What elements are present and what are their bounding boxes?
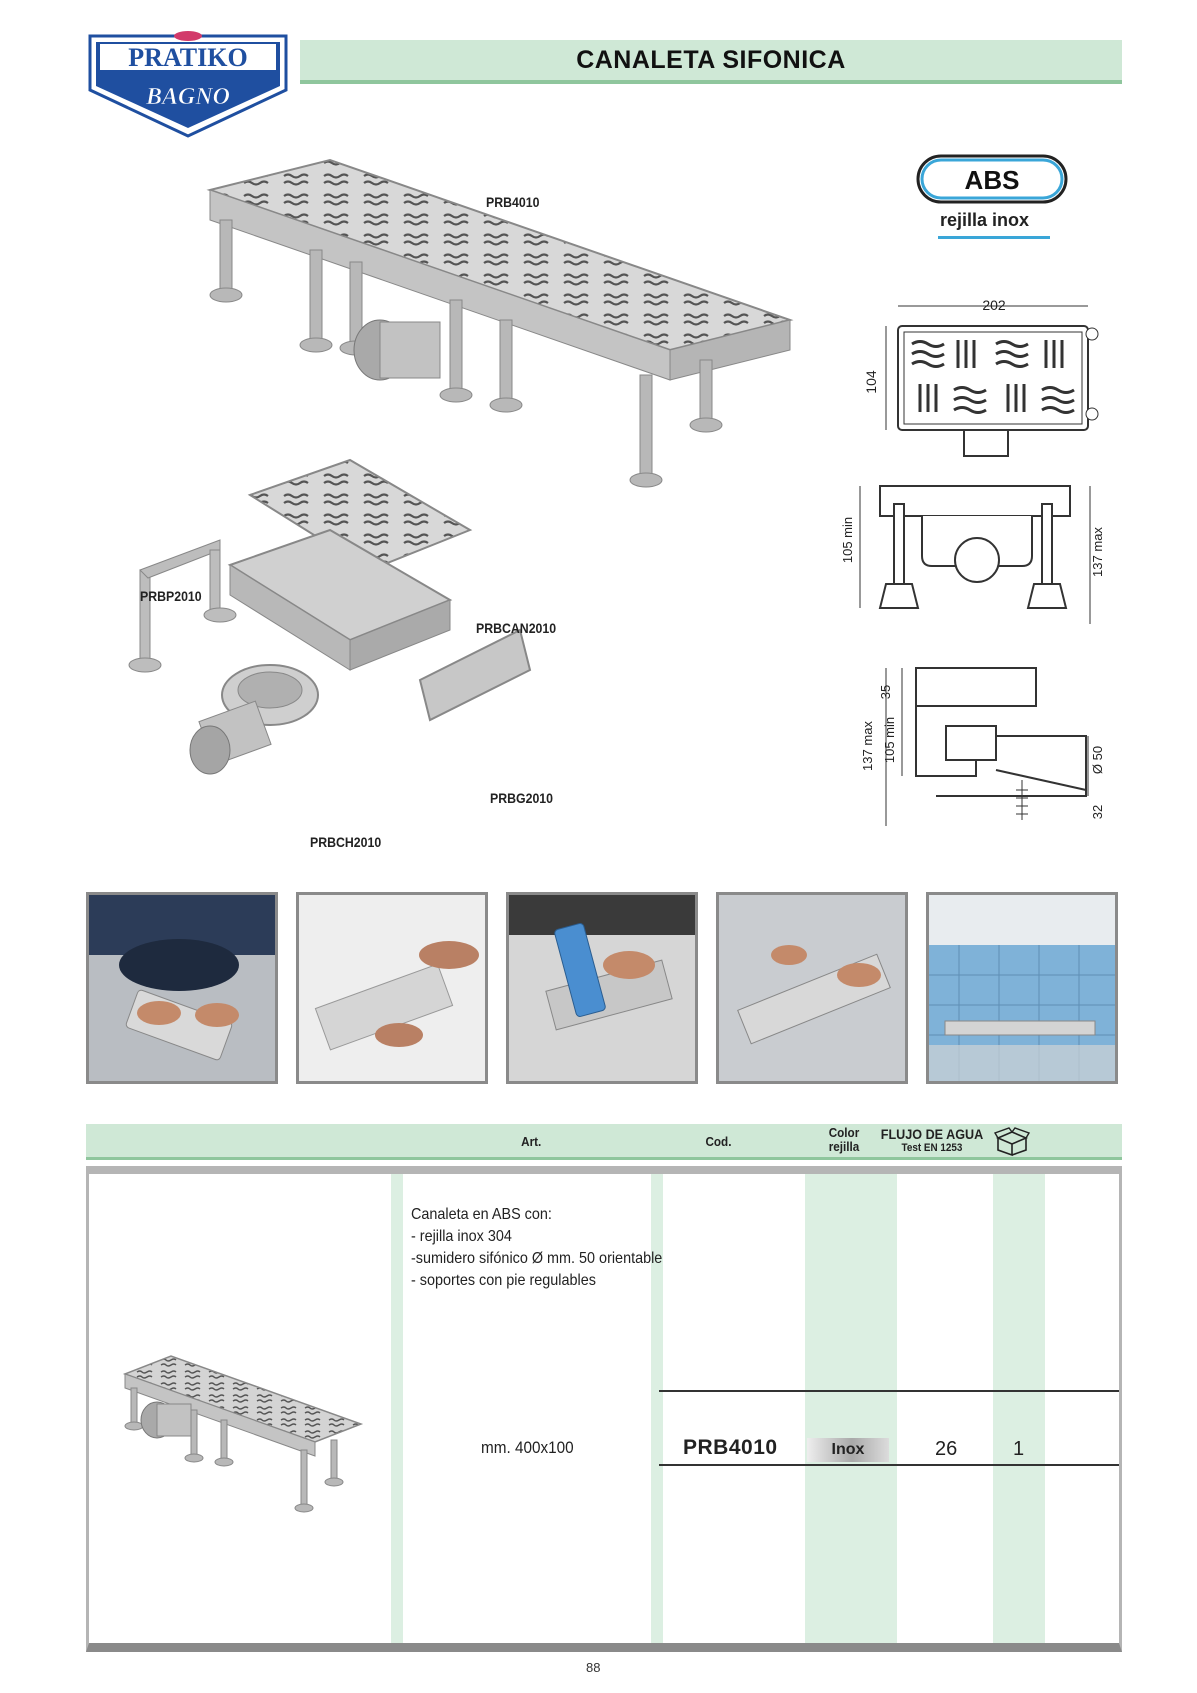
table-body: [86, 1166, 1122, 1652]
abs-underline: [938, 236, 1050, 239]
label-main-part: PRB4010: [486, 194, 540, 210]
header-color-line1: Color: [828, 1125, 860, 1140]
description-line: -sumidero sifónico Ø mm. 50 orientable: [411, 1250, 663, 1267]
label-cap-part: PRBG2010: [490, 790, 554, 806]
section-base-dim: 32: [1090, 804, 1105, 820]
header-art: Art.: [521, 1134, 542, 1149]
abs-badge: [914, 152, 1070, 206]
brand-top-text: PRATIKO: [128, 43, 248, 72]
pack-quantity: 1: [1013, 1438, 1025, 1460]
box-icon: [994, 1128, 1030, 1156]
header-color-line2: rejilla: [828, 1139, 860, 1154]
description-line: - soportes con pie regulables: [411, 1272, 596, 1289]
column-stripe-pack: [993, 1174, 1045, 1643]
description-line: - rejilla inox 304: [411, 1228, 512, 1245]
label-channel-part: PRBCAN2010: [476, 620, 557, 636]
install-photo-4: [716, 892, 908, 1084]
page-title: CANALETA SIFONICA: [576, 45, 846, 74]
install-photo-3: [506, 892, 698, 1084]
header-flow: [878, 1127, 986, 1155]
brand-logo: [86, 30, 290, 140]
side-max-dim: 137 max: [1090, 527, 1105, 577]
color-label: Inox: [831, 1441, 865, 1458]
product-thumbnail: [111, 1344, 371, 1534]
install-photo-2: [296, 892, 488, 1084]
header-flow-line1: FLUJO DE AGUA: [880, 1126, 984, 1142]
section-pipe-dim: Ø 50: [1090, 745, 1105, 775]
label-support-part: PRBP2010: [140, 588, 202, 604]
brand-bottom-text: BAGNO: [145, 84, 231, 110]
article-size: mm. 400x100: [481, 1438, 574, 1457]
install-photo-5: [926, 892, 1118, 1084]
header-color: [817, 1126, 871, 1154]
section-max-dim: 137 max: [860, 721, 875, 771]
top-view-drawing: [856, 296, 1106, 472]
header-cod: Cod.: [705, 1134, 732, 1149]
page-title-bar: [300, 40, 1122, 84]
top-height-dim: 104: [863, 370, 879, 394]
header-flow-line2: Test EN 1253: [901, 1142, 963, 1154]
product-description: [411, 1204, 662, 1292]
page-number: 88: [586, 1660, 601, 1675]
product-illustration: [120, 150, 800, 850]
side-view-drawing: [840, 478, 1108, 628]
product-code: PRB4010: [683, 1436, 778, 1459]
abs-subtitle: rejilla inox: [940, 210, 1030, 230]
description-line: Canaleta en ABS con:: [411, 1206, 552, 1223]
section-min-dim: 105 min: [882, 716, 897, 764]
label-siphon-part: PRBCH2010: [310, 834, 382, 850]
color-swatch-inox: [807, 1438, 889, 1462]
side-min-dim: 105 min: [840, 516, 855, 564]
row-divider-top: [659, 1390, 1119, 1392]
column-stripe-art: [391, 1174, 403, 1643]
abs-text: ABS: [964, 165, 1020, 195]
section-depth-dim: 35: [878, 684, 893, 700]
top-width-dim: 202: [982, 297, 1006, 313]
table-header: [86, 1124, 1122, 1160]
section-view-drawing: [846, 660, 1108, 836]
flow-value: 26: [935, 1438, 958, 1460]
install-photo-1: [86, 892, 278, 1084]
row-divider-bottom: [659, 1464, 1119, 1466]
column-stripe-color: [805, 1174, 897, 1643]
